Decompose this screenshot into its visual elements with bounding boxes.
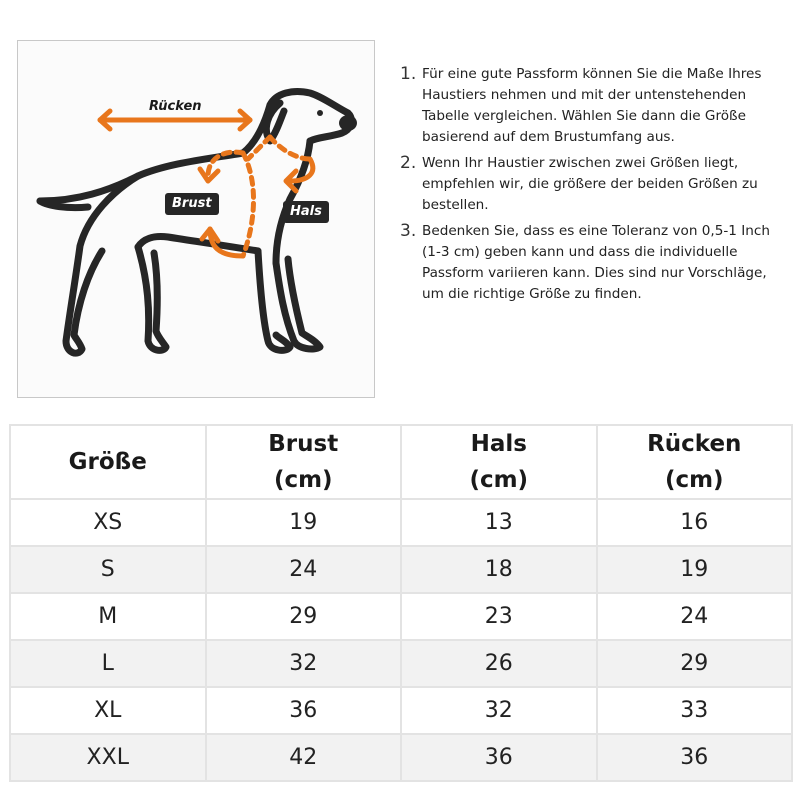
chest-measurement-label: Brust [165,193,219,215]
header-neck-label: Hals [470,431,527,457]
cell-size: XS [10,499,206,546]
size-chart-table [9,424,793,782]
table-row [10,640,792,687]
table-row [10,593,792,640]
cell-size: S [10,546,206,593]
header-chest-label: Brust [268,431,339,457]
cell-back: 19 [597,546,793,593]
neck-measurement-label: Hals [283,201,329,223]
cell-chest: 32 [206,640,402,687]
header-size [10,425,206,499]
header-neck-unit: (cm) [469,467,529,493]
cell-size: L [10,640,206,687]
header-back [597,425,793,499]
cell-back: 29 [597,640,793,687]
header-size-label: Größe [68,449,147,475]
header-back-label: Rücken [647,431,742,457]
sizing-instructions [398,64,770,310]
cell-size: M [10,593,206,640]
instruction-item [398,221,770,305]
cell-chest: 29 [206,593,402,640]
cell-neck: 36 [401,734,597,781]
header-neck [401,425,597,499]
instruction-text: Für eine gute Passform können Sie die Maße Ihres Haustiers nehmen und mit der untenstehenden Tabelle vergleichen. Wählen Sie dann die Größe basierend auf dem Brustumfang aus. [422,66,762,145]
cell-chest: 36 [206,687,402,734]
instruction-item [398,64,770,148]
cell-size: XXL [10,734,206,781]
cell-back: 24 [597,593,793,640]
back-measurement-label: Rücken [149,99,202,114]
cell-neck: 13 [401,499,597,546]
instruction-item [398,153,770,216]
instruction-text: Bedenken Sie, dass es eine Toleranz von 0,5-1 Inch (1-3 cm) geben kann und dass die individuelle Passform variieren kann. Dies sind nur Vorschläge, um die richtige Größe zu finden. [422,223,770,302]
dog-measurement-illustration [17,40,375,398]
cell-back: 36 [597,734,793,781]
header-chest [206,425,402,499]
table-row [10,687,792,734]
table-header-row [10,425,792,499]
cell-back: 33 [597,687,793,734]
instruction-number: 3. [400,221,417,241]
cell-neck: 23 [401,593,597,640]
table-row [10,734,792,781]
cell-chest: 42 [206,734,402,781]
instruction-number: 1. [400,64,417,84]
header-back-unit: (cm) [664,467,724,493]
table-row [10,546,792,593]
instruction-text: Wenn Ihr Haustier zwischen zwei Größen liegt, empfehlen wir, die größere der beiden Größen zu bestellen. [422,155,758,213]
table-row [10,499,792,546]
header-chest-unit: (cm) [273,467,333,493]
cell-neck: 26 [401,640,597,687]
cell-chest: 24 [206,546,402,593]
cell-size: XL [10,687,206,734]
cell-back: 16 [597,499,793,546]
cell-neck: 18 [401,546,597,593]
cell-neck: 32 [401,687,597,734]
cell-chest: 19 [206,499,402,546]
instruction-number: 2. [400,153,417,173]
